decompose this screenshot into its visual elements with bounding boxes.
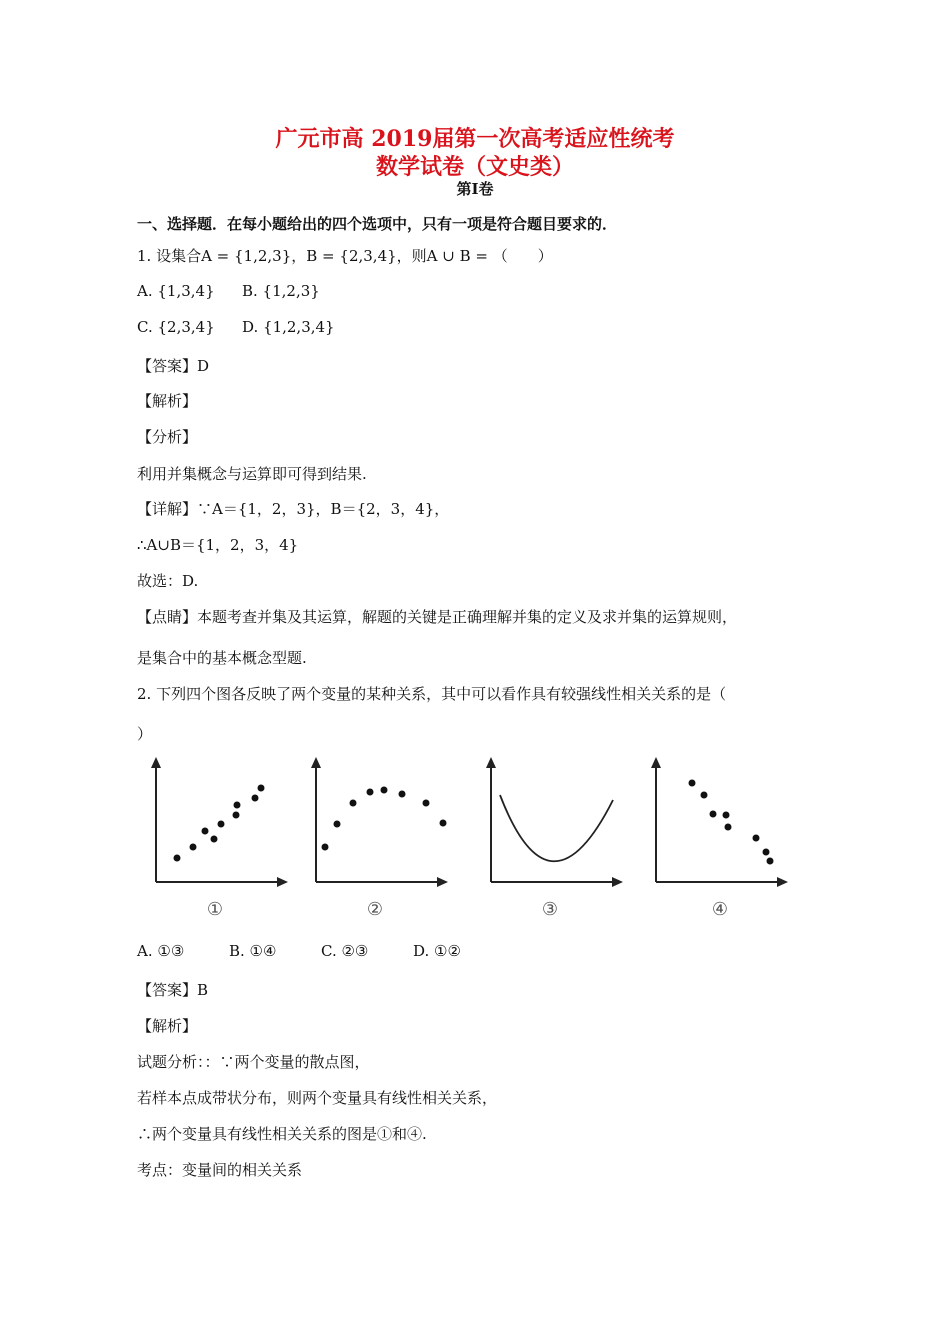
q1-option-b: B. {1,2,3} bbox=[242, 282, 320, 300]
scatter-point bbox=[234, 802, 241, 809]
q1-option-a: A. {1,3,4} bbox=[137, 282, 215, 300]
scatter-point bbox=[725, 824, 732, 831]
q1-detail2: ∴A∪B＝{1，2，3，4} bbox=[137, 536, 299, 554]
scatter-point bbox=[334, 821, 341, 828]
u-curve bbox=[500, 795, 613, 861]
scatter-point bbox=[218, 821, 225, 828]
scatter-point bbox=[233, 812, 240, 819]
scatter-point bbox=[723, 812, 730, 819]
title-line1: 广元市高 2019届第一次高考适应性统考 bbox=[275, 126, 675, 152]
q1-options-row1 bbox=[137, 282, 320, 300]
scatter-point bbox=[190, 844, 197, 851]
volume-label: 第Ⅰ卷 bbox=[456, 180, 494, 198]
figure-4 bbox=[645, 755, 795, 920]
q1-option-d: D. {1,2,3,4} bbox=[242, 318, 335, 336]
q2-analysis1: 试题分析：：∵两个变量的散点图， bbox=[137, 1053, 370, 1071]
q1-option-c: C. {2,3,4} bbox=[137, 318, 215, 336]
scatter-point bbox=[350, 800, 357, 807]
x-axis-arrow bbox=[277, 877, 288, 887]
q1-answer: 【答案】D bbox=[137, 357, 210, 375]
x-axis-arrow bbox=[612, 877, 623, 887]
q2-analysis-tag: 【解析】 bbox=[137, 1017, 198, 1035]
q1-choose: 故选：D. bbox=[137, 572, 199, 590]
scatter-point bbox=[763, 849, 770, 856]
q1-fenxi: 利用并集概念与运算即可得到结果. bbox=[137, 465, 367, 483]
q2-kaodian: 考点：变量间的相关关系 bbox=[137, 1161, 303, 1179]
q2-analysis2: 若样本点成带状分布，则两个变量具有线性相关关系， bbox=[137, 1089, 498, 1107]
scatter-point bbox=[258, 785, 265, 792]
scatter-point bbox=[423, 800, 430, 807]
x-axis-arrow bbox=[437, 877, 448, 887]
q2-option-a: A. ①③ bbox=[137, 942, 185, 960]
scatter-point bbox=[381, 787, 388, 794]
q1-detail: 【详解】∵A＝{1，2，3}，B＝{2，3，4}， bbox=[137, 500, 450, 518]
scatter-point bbox=[174, 855, 181, 862]
figure-label-4: ④ bbox=[711, 899, 729, 920]
scatter-point bbox=[252, 795, 259, 802]
q2-option-c: C. ②③ bbox=[321, 942, 369, 960]
title-line2: 数学试卷（文史类） bbox=[375, 154, 574, 180]
scatter-point bbox=[202, 828, 209, 835]
y-axis-arrow bbox=[651, 757, 661, 768]
scatter-point bbox=[701, 792, 708, 799]
figure-3 bbox=[475, 755, 625, 920]
scatter-positive-plot bbox=[140, 755, 290, 895]
scatter-point bbox=[753, 835, 760, 842]
y-axis-arrow bbox=[486, 757, 496, 768]
q2-stem1: 2. 下列四个图各反映了两个变量的某种关系，其中可以看作具有较强线性相关关系的是（ bbox=[137, 685, 727, 703]
q2-answer: 【答案】B bbox=[137, 981, 209, 999]
scatter-point bbox=[367, 789, 374, 796]
u-curve-plot bbox=[475, 755, 625, 895]
q1-stem: 1. 设集合A = {1,2,3}，B = {2,3,4}，则A ∪ B = （ ） bbox=[137, 247, 553, 265]
scatter-point bbox=[710, 811, 717, 818]
q2-option-b: B. ①④ bbox=[229, 942, 277, 960]
figure-1 bbox=[140, 755, 290, 920]
scatter-negative-plot bbox=[645, 755, 795, 895]
scatter-point bbox=[689, 780, 696, 787]
q1-analysis-tag: 【解析】 bbox=[137, 392, 198, 410]
figure-2 bbox=[300, 755, 450, 920]
scatter-arch-plot bbox=[300, 755, 450, 895]
q2-option-d: D. ①② bbox=[413, 942, 461, 960]
y-axis-arrow bbox=[311, 757, 321, 768]
q2-figures bbox=[140, 755, 800, 920]
scatter-point bbox=[440, 820, 447, 827]
q2-options bbox=[137, 942, 461, 960]
figure-label-2: ② bbox=[366, 899, 384, 920]
scatter-point bbox=[211, 836, 218, 843]
q1-comment2: 是集合中的基本概念型题. bbox=[137, 649, 307, 667]
q1-options-row2 bbox=[137, 318, 335, 336]
q1-fenxi-tag: 【分析】 bbox=[137, 428, 198, 446]
q2-analysis3: ∴两个变量具有线性相关关系的图是①和④. bbox=[137, 1125, 427, 1143]
y-axis-arrow bbox=[151, 757, 161, 768]
scatter-point bbox=[767, 858, 774, 865]
x-axis-arrow bbox=[777, 877, 788, 887]
section-heading: 一、选择题．在每小题给出的四个选项中，只有一项是符合题目要求的． bbox=[137, 215, 618, 233]
scatter-point bbox=[322, 844, 329, 851]
q2-stem2: ） bbox=[137, 725, 153, 743]
figure-label-1: ① bbox=[206, 899, 224, 920]
q1-comment1: 【点睛】本题考查并集及其运算，解题的关键是正确理解并集的定义及求并集的运算规则， bbox=[137, 608, 738, 626]
scatter-point bbox=[399, 791, 406, 798]
figure-label-3: ③ bbox=[541, 899, 559, 920]
